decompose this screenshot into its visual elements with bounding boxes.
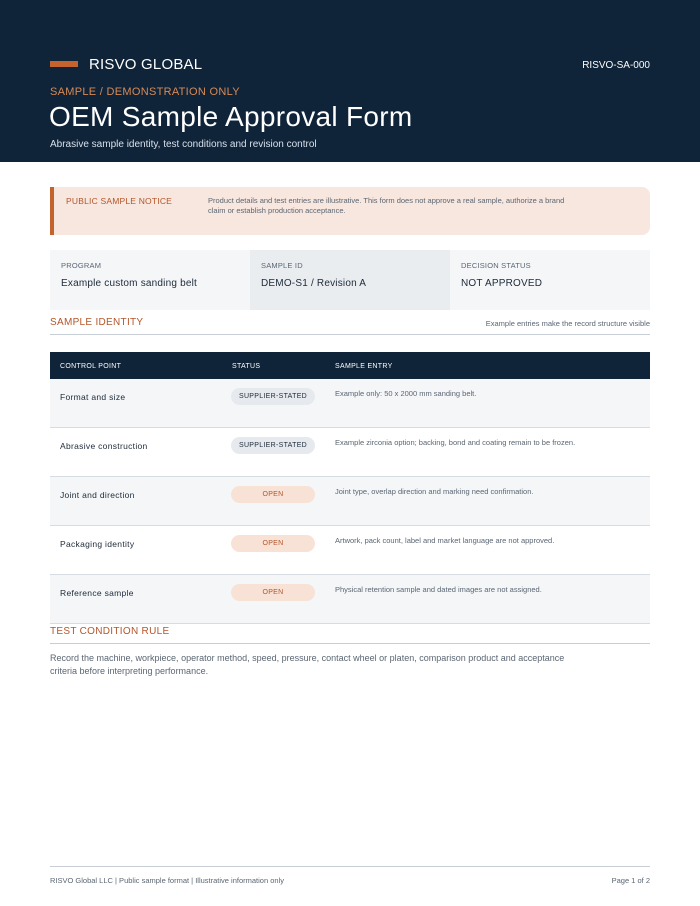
status-badge: OPEN: [231, 584, 315, 601]
column-header: CONTROL POINT: [60, 363, 122, 370]
section-title: SAMPLE IDENTITY: [50, 317, 144, 328]
control-point: Joint and direction: [60, 490, 135, 500]
page-number: Page 1 of 2: [611, 876, 650, 885]
footer-text: RISVO Global LLC | Public sample format | Illustrative information only: [50, 876, 284, 885]
meta-value: DEMO-S1 / Revision A: [261, 278, 367, 289]
sample-entry: Example only: 50 x 2000 mm sanding belt.: [335, 389, 477, 398]
sample-entry: Physical retention sample and dated images are not assigned.: [335, 585, 542, 594]
table-row: [50, 575, 650, 624]
control-point: Abrasive construction: [60, 441, 148, 451]
table-header: [50, 352, 650, 379]
section-note: Example entries make the record structure visible: [485, 319, 650, 328]
page-title: OEM Sample Approval Form: [49, 101, 413, 132]
sample-identity-heading: [50, 316, 650, 335]
brand-name: RISVO GLOBAL: [89, 56, 203, 73]
meta-label: PROGRAM: [61, 261, 102, 270]
sample-entry: Artwork, pack count, label and market language are not approved.: [335, 536, 555, 545]
sample-entry: Example zirconia option; backing, bond and coating remain to be frozen.: [335, 438, 576, 447]
sample-entry: Joint type, overlap direction and marking need confirmation.: [335, 487, 534, 496]
notice-label: PUBLIC SAMPLE NOTICE: [66, 196, 173, 206]
meta-value: NOT APPROVED: [461, 278, 543, 289]
meta-value: Example custom sanding belt: [61, 278, 198, 289]
column-header: SAMPLE ENTRY: [335, 363, 393, 370]
control-point: Format and size: [60, 392, 126, 402]
meta-label: SAMPLE ID: [261, 261, 303, 270]
section-title: TEST CONDITION RULE: [50, 626, 170, 637]
column-header: STATUS: [232, 363, 261, 370]
test-condition-text: Record the machine, workpiece, operator method, speed, pressure, contact wheel or platen, comparison product and acceptance criteria before interpreting performance.: [50, 653, 565, 676]
demo-eyebrow: SAMPLE / DEMONSTRATION ONLY: [50, 86, 240, 98]
control-point: Reference sample: [60, 588, 134, 598]
brand-accent-bar: [50, 61, 78, 67]
meta-decision-status: [450, 250, 650, 310]
notice-text: Product details and test entries are illustrative. This form does not approve a real sample, authorize a brand claim or establish production acceptance.: [208, 196, 565, 215]
document-code: RISVO-SA-000: [582, 60, 650, 71]
meta-program: [50, 250, 250, 310]
status-badge: OPEN: [231, 535, 315, 552]
sample-meta-strip: [50, 250, 650, 310]
test-condition-heading: [50, 625, 650, 644]
table-row: [50, 428, 650, 477]
meta-label: DECISION STATUS: [461, 261, 531, 270]
page-header: [0, 0, 700, 162]
sample-identity-table: [50, 352, 650, 624]
meta-sample-id: [250, 250, 450, 310]
page-footer: [50, 866, 650, 885]
table-row: [50, 477, 650, 526]
status-badge: SUPPLIER-STATED: [231, 388, 315, 405]
control-point: Packaging identity: [60, 539, 135, 549]
table-row: [50, 379, 650, 428]
status-badge: OPEN: [231, 486, 315, 503]
table-row: [50, 526, 650, 575]
page-subtitle: Abrasive sample identity, test conditions and revision control: [50, 139, 317, 150]
public-sample-notice: [50, 187, 650, 235]
status-badge: SUPPLIER-STATED: [231, 437, 315, 454]
